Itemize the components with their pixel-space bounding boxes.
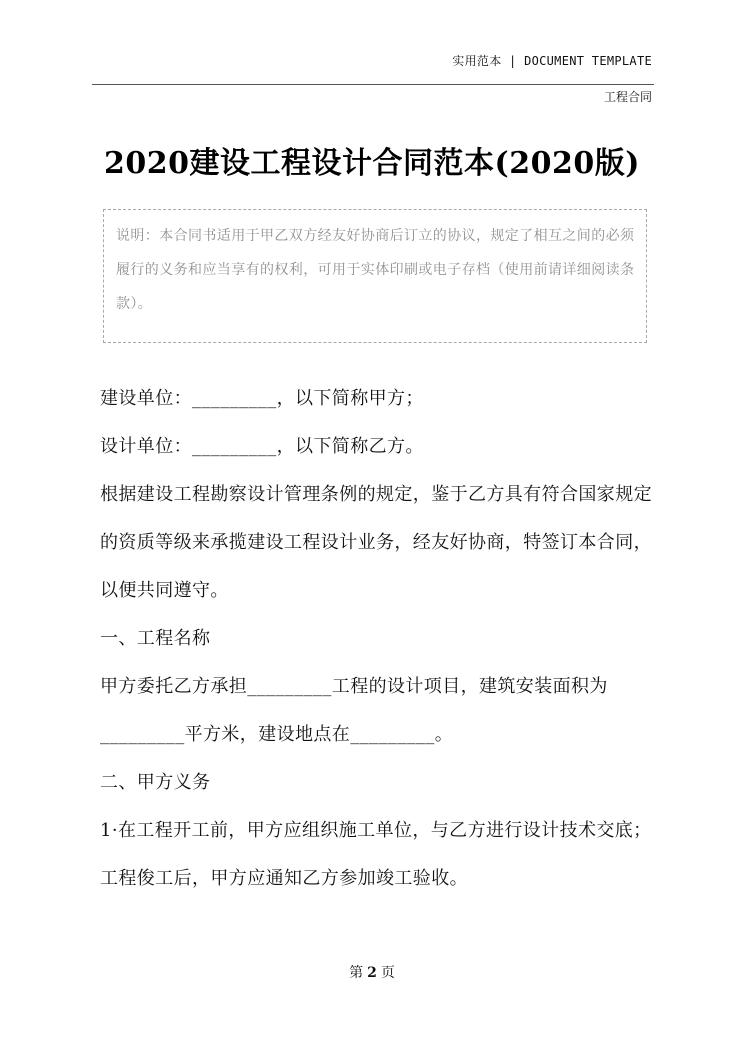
- footer-suffix: 页: [380, 965, 395, 981]
- page-footer: [0, 962, 744, 982]
- paragraph-party-b: 设计单位：_________，以下简称乙方。: [100, 436, 424, 457]
- paragraph-duty-1: 1·在工程开工前，甲方应组织施工单位，与乙方进行设计技术交底；工程俊工后，甲方应通知乙方参加竣工验收。: [100, 820, 652, 889]
- paragraph-party-a: 建设单位：_________，以下简称甲方；: [100, 388, 424, 409]
- header-divider: [92, 84, 654, 85]
- note-box: [103, 209, 647, 343]
- document-title: 2020建设工程设计合同范本(2020版): [104, 146, 640, 181]
- document-body: [100, 375, 660, 903]
- paragraph-basis: 根据建设工程勘察设计管理条例的规定，鉴于乙方具有符合国家规定的资质等级来承揽建设工程设计业务，经友好协商，特签订本合同，以便共同遵守。: [100, 484, 652, 601]
- header-category: 工程合同: [603, 90, 652, 104]
- section-heading-project-name: 一、工程名称: [100, 628, 211, 649]
- header-brand: 实用范本 | DOCUMENT TEMPLATE: [452, 54, 652, 68]
- note-text: 说明：本合同书适用于甲乙双方经友好协商后订立的协议，规定了相互之间的必须履行的义务和应当享有的权利，可用于实体印刷或电子存档（使用前请详细阅读条款）。: [116, 228, 635, 312]
- section-heading-party-a-duties: 二、甲方义务: [100, 772, 211, 793]
- page-number: 2: [367, 965, 377, 981]
- paragraph-project-scope: 甲方委托乙方承担_________工程的设计项目，建筑安装面积为_________平方米，建设地点在_________。: [100, 676, 608, 745]
- footer-prefix: 第: [349, 965, 364, 981]
